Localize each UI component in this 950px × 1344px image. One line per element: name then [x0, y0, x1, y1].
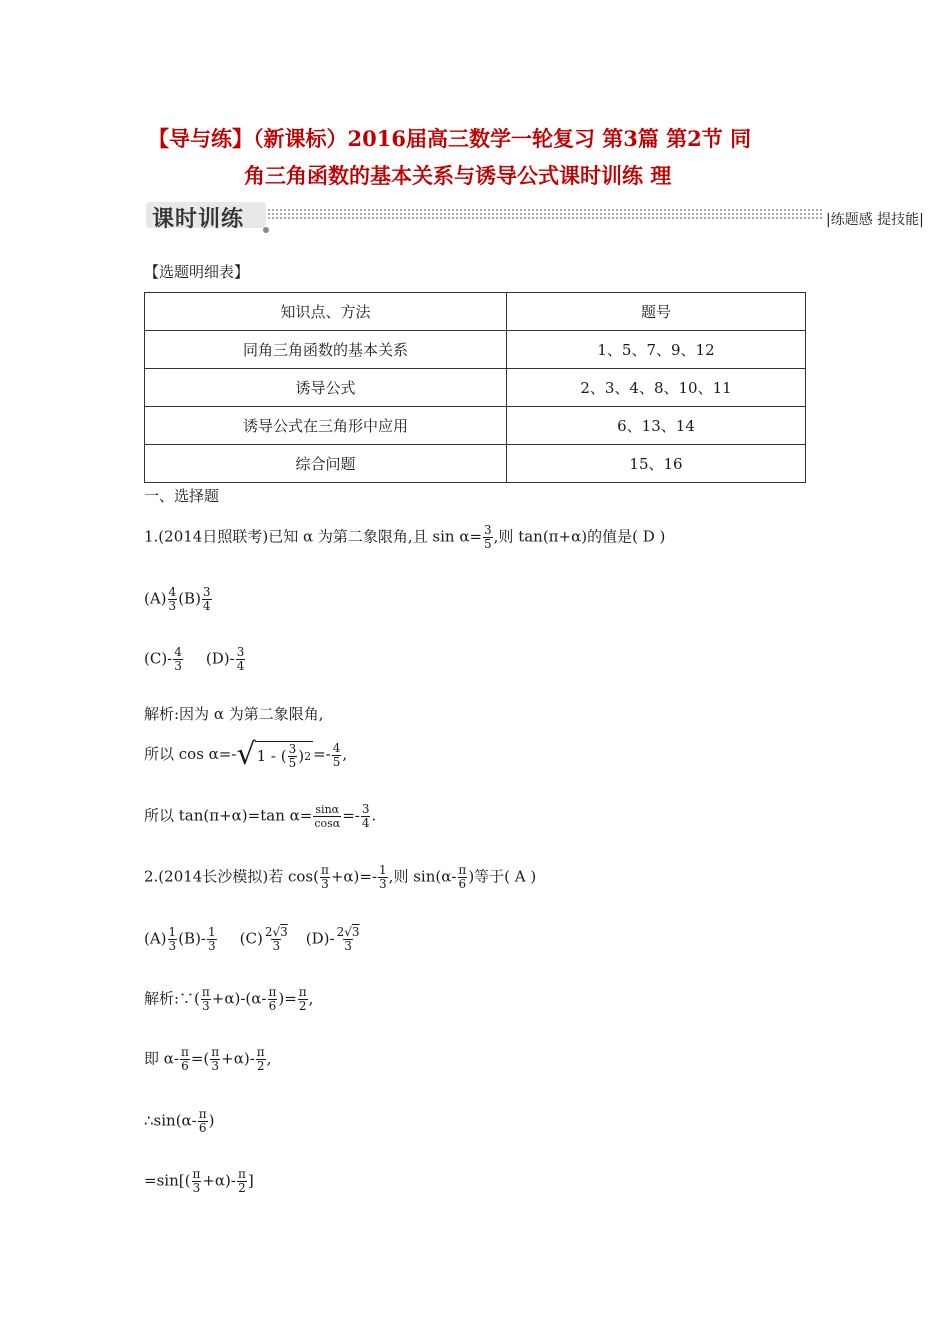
solution-text: 所以 tan(π+α)=tan α=: [144, 806, 313, 825]
solution-fraction: [267, 986, 277, 1013]
banner-decoration: [144, 198, 944, 234]
option-b-fraction: [207, 926, 217, 953]
fraction-den: 3: [211, 1059, 220, 1073]
fraction-den: 2: [238, 1181, 246, 1195]
solution-fraction: [361, 803, 371, 830]
fraction-den: 4: [361, 816, 370, 830]
table-cell-numbers: 2、3、4、8、10、11: [507, 369, 806, 407]
solution-fraction: [180, 1046, 190, 1073]
radicand-close: ): [298, 747, 305, 765]
fraction-num: π: [201, 985, 210, 999]
fraction-den: 3: [174, 659, 182, 673]
section-heading: 一、选择题: [144, 487, 220, 505]
fraction-den: 6: [268, 999, 277, 1013]
solution-text: =-: [342, 806, 360, 825]
table-cell-numbers: 6、13、14: [507, 407, 806, 445]
option-a-fraction: [168, 586, 178, 613]
fraction-num: 3: [202, 585, 211, 599]
fraction-num: 4: [174, 645, 182, 659]
table-header-topic: 知识点、方法: [145, 293, 507, 331]
solution-fraction: [210, 1046, 220, 1073]
fraction-radicand: 3: [280, 925, 288, 939]
fraction-den: 3: [202, 999, 210, 1013]
fraction-num: 3: [236, 645, 245, 659]
document-title-line1: 【导与练】（新课标）2016届高三数学一轮复习 第3篇 第2节 同: [148, 126, 752, 151]
option-b-label: (B)-: [178, 929, 206, 948]
option-d-label: (D)-: [205, 649, 235, 668]
table-cell-topic: 综合问题: [145, 445, 507, 483]
fraction-den: 2: [298, 999, 307, 1013]
q1-prefix: 1.(2014日照联考)已知 α 为第二象限角,且 sin α=: [144, 527, 483, 546]
option-d-label: (D)-: [305, 929, 335, 948]
solution-text: .: [371, 806, 377, 825]
table-caption: 【选题明细表】: [144, 263, 250, 281]
option-c-fraction: [173, 646, 183, 673]
fraction-den: 6: [181, 1059, 189, 1073]
q1-suffix: ,则 tan(π+α)的值是( D ): [493, 527, 666, 546]
fraction-den: cosα: [314, 817, 341, 830]
q1-options-ab: [144, 586, 213, 613]
q1-fraction: [483, 524, 493, 551]
solution-text: =sin[(: [144, 1171, 191, 1190]
fraction-num: π: [180, 1045, 189, 1059]
q2-solution-line4: [144, 1168, 254, 1195]
fraction-den: 5: [484, 537, 492, 551]
q1-solution-line2: [144, 737, 348, 772]
fraction-num: π: [211, 1045, 220, 1059]
option-b-fraction: [202, 586, 212, 613]
fraction-den: 3: [168, 939, 177, 953]
banner-slogan: |练题感 提技能|: [826, 212, 924, 228]
section-banner: [144, 198, 944, 234]
solution-text: ,: [342, 745, 348, 763]
table-cell-topic: 诱导公式: [145, 369, 507, 407]
option-c-label: (C): [239, 929, 263, 948]
solution-fraction: [191, 1168, 201, 1195]
option-a-fraction: [168, 926, 178, 953]
fraction-num: 3: [288, 741, 297, 756]
fraction-num: π: [458, 863, 467, 877]
q1-solution-line1: 解析:因为 α 为第二象限角,: [144, 705, 324, 723]
solution-fraction: [201, 986, 211, 1013]
fraction-num: π: [237, 1167, 246, 1181]
exponent: 2: [304, 749, 312, 763]
fraction-den: 5: [288, 755, 297, 770]
q2-fraction: [457, 864, 467, 891]
q2-solution-line2: [144, 1046, 271, 1073]
fraction-den: 3: [344, 939, 352, 953]
fraction-num: 3: [484, 523, 492, 537]
document-title-line2: 角三角函数的基本关系与诱导公式课时训练 理: [244, 163, 672, 188]
table-row: [145, 331, 806, 369]
fraction-den: 3: [379, 877, 387, 891]
solution-text: )=: [278, 989, 297, 1008]
fraction-den: 3: [321, 877, 329, 891]
solution-text: ]: [247, 1171, 254, 1190]
solution-fraction: [332, 742, 342, 769]
fraction-den: 4: [202, 599, 211, 613]
solution-text: ,: [308, 989, 314, 1008]
solution-text: +α)-(α-: [211, 989, 267, 1008]
banner-label: 课时训练: [152, 207, 245, 232]
q2-solution-line3: [144, 1108, 215, 1135]
fraction-den: 4: [236, 659, 245, 673]
option-c-label: (C)-: [144, 649, 173, 668]
q2-solution-line1: [144, 986, 313, 1013]
fraction-num: 4: [168, 585, 177, 599]
q1-solution-line3: [144, 803, 376, 830]
fraction-num: 1: [168, 925, 177, 939]
solution-text: ∴sin(α-: [144, 1111, 197, 1130]
topic-table: [144, 292, 806, 483]
solution-text: 即 α-: [144, 1049, 179, 1068]
fraction-num: π: [320, 863, 329, 877]
table-header-row: [145, 293, 806, 331]
fraction-den: 5: [332, 754, 341, 769]
square-root: √ 1 - ( $\frac{3}{5}$ ) 2: [236, 737, 312, 772]
solution-fraction: [256, 1046, 266, 1073]
option-a-label: (A): [144, 929, 167, 948]
fraction-den: 2: [256, 1059, 265, 1073]
fraction-coef: 2: [336, 925, 345, 939]
fraction-num: 3: [361, 802, 370, 816]
table-row: [145, 407, 806, 445]
solution-fraction: [313, 803, 341, 830]
solution-fraction: [237, 1168, 247, 1195]
fraction-num: sinα: [315, 803, 340, 816]
fraction-num: π: [198, 1107, 207, 1121]
fraction-num: π: [268, 985, 277, 999]
solution-text: +α)-: [221, 1049, 255, 1068]
table-row: [145, 369, 806, 407]
fraction-num: 1: [379, 863, 387, 877]
table-cell-topic: 诱导公式在三角形中应用: [145, 407, 507, 445]
solution-fraction: [198, 1108, 208, 1135]
table-cell-topic: 同角三角函数的基本关系: [145, 331, 507, 369]
question-2: [144, 864, 536, 891]
q2-text: +α)=-: [330, 867, 378, 886]
fraction-den: 3: [192, 1181, 201, 1195]
q2-text: 2.(2014长沙模拟)若 cos(: [144, 867, 319, 886]
option-b-label: (B): [178, 589, 201, 608]
q2-fraction: [320, 864, 330, 891]
q2-text: )等于( A ): [468, 867, 537, 886]
table-cell-numbers: 1、5、7、9、12: [507, 331, 806, 369]
table-cell-numbers: 15、16: [507, 445, 806, 483]
solution-text: ): [208, 1111, 215, 1130]
fraction-radicand: 3: [351, 925, 360, 939]
fraction-num: π: [298, 985, 307, 999]
fraction-den: 6: [458, 877, 467, 891]
fraction-den: 3: [272, 939, 281, 953]
fraction-coef: 2: [264, 925, 273, 939]
radicand-text: 1 - (: [256, 747, 287, 765]
fraction-den: 3: [207, 939, 216, 953]
solution-text: =(: [190, 1049, 210, 1068]
fraction-den: 3: [168, 599, 177, 613]
q2-fraction: [378, 864, 388, 891]
option-c-fraction: $\frac{2√3}{3}$: [264, 925, 288, 953]
table-header-numbers: 题号: [507, 293, 806, 331]
fraction-num: π: [256, 1045, 265, 1059]
solution-text: =-: [313, 745, 331, 763]
question-1: [144, 524, 665, 551]
fraction-num: 4: [332, 740, 341, 755]
solution-text: 解析:∵(: [144, 989, 200, 1008]
q2-options: [144, 926, 362, 953]
q2-text: ,则 sin(α-: [388, 867, 457, 886]
fraction-den: 6: [198, 1121, 207, 1135]
q1-options-cd: [144, 646, 246, 673]
radicand-fraction: [288, 743, 298, 770]
option-d-fraction: [236, 646, 246, 673]
solution-text: 所以 cos α=-: [144, 745, 237, 763]
option-a-label: (A): [144, 589, 167, 608]
fraction-num: π: [192, 1167, 201, 1181]
solution-text: +α)-: [202, 1171, 236, 1190]
solution-fraction: [298, 986, 308, 1013]
fraction-num: 1: [207, 925, 216, 939]
solution-text: ,: [266, 1049, 272, 1068]
option-d-fraction: $\frac{2√3}{3}$: [336, 925, 360, 953]
table-row: [145, 445, 806, 483]
